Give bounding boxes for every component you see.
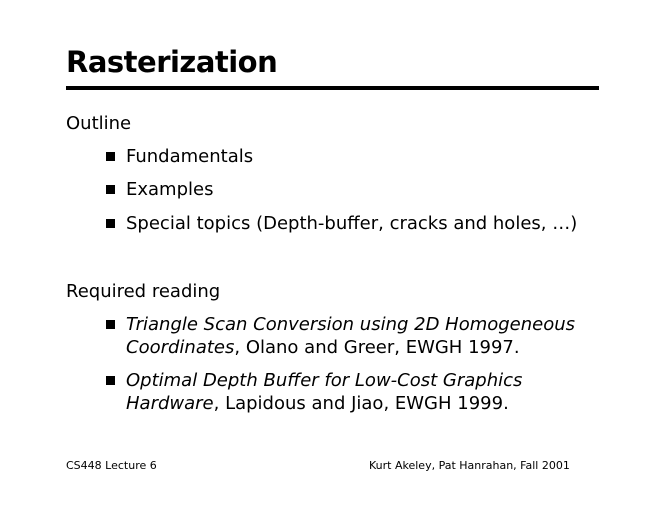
outline-item-special-topics: Special topics (Depth-buffer, cracks and holes, …): [126, 213, 578, 234]
reading-heading: Required reading: [66, 281, 221, 302]
bullet-square-icon: [106, 320, 115, 329]
outline-heading: Outline: [66, 113, 132, 134]
bullet-square-icon: [106, 185, 115, 194]
outline-item-fundamentals: Fundamentals: [126, 146, 254, 167]
reading-item-1-citation: , Olano and Greer, EWGH 1997.: [234, 337, 520, 358]
bullet-square-icon: [106, 152, 115, 161]
bullet-square-icon: [106, 376, 115, 385]
reading-item-1: [126, 313, 575, 359]
title-underline: [66, 86, 599, 90]
outline-item-examples: Examples: [126, 179, 214, 200]
reading-item-2-title-line2: Hardware: [126, 393, 214, 414]
reading-item-1-title-line1: Triangle Scan Conversion using 2D Homogeneous: [126, 314, 576, 335]
footer-authors: Kurt Akeley, Pat Hanrahan, Fall 2001: [369, 459, 570, 472]
reading-item-2-title-line1: Optimal Depth Buffer for Low-Cost Graphics: [126, 370, 523, 391]
slide-title: Rasterization: [66, 45, 278, 79]
reading-item-1-title-line2: Coordinates: [126, 337, 235, 358]
footer-course: CS448 Lecture 6: [66, 459, 157, 472]
reading-item-2-citation: , Lapidous and Jiao, EWGH 1999.: [213, 393, 509, 414]
reading-item-2: [126, 369, 522, 415]
bullet-square-icon: [106, 219, 115, 228]
